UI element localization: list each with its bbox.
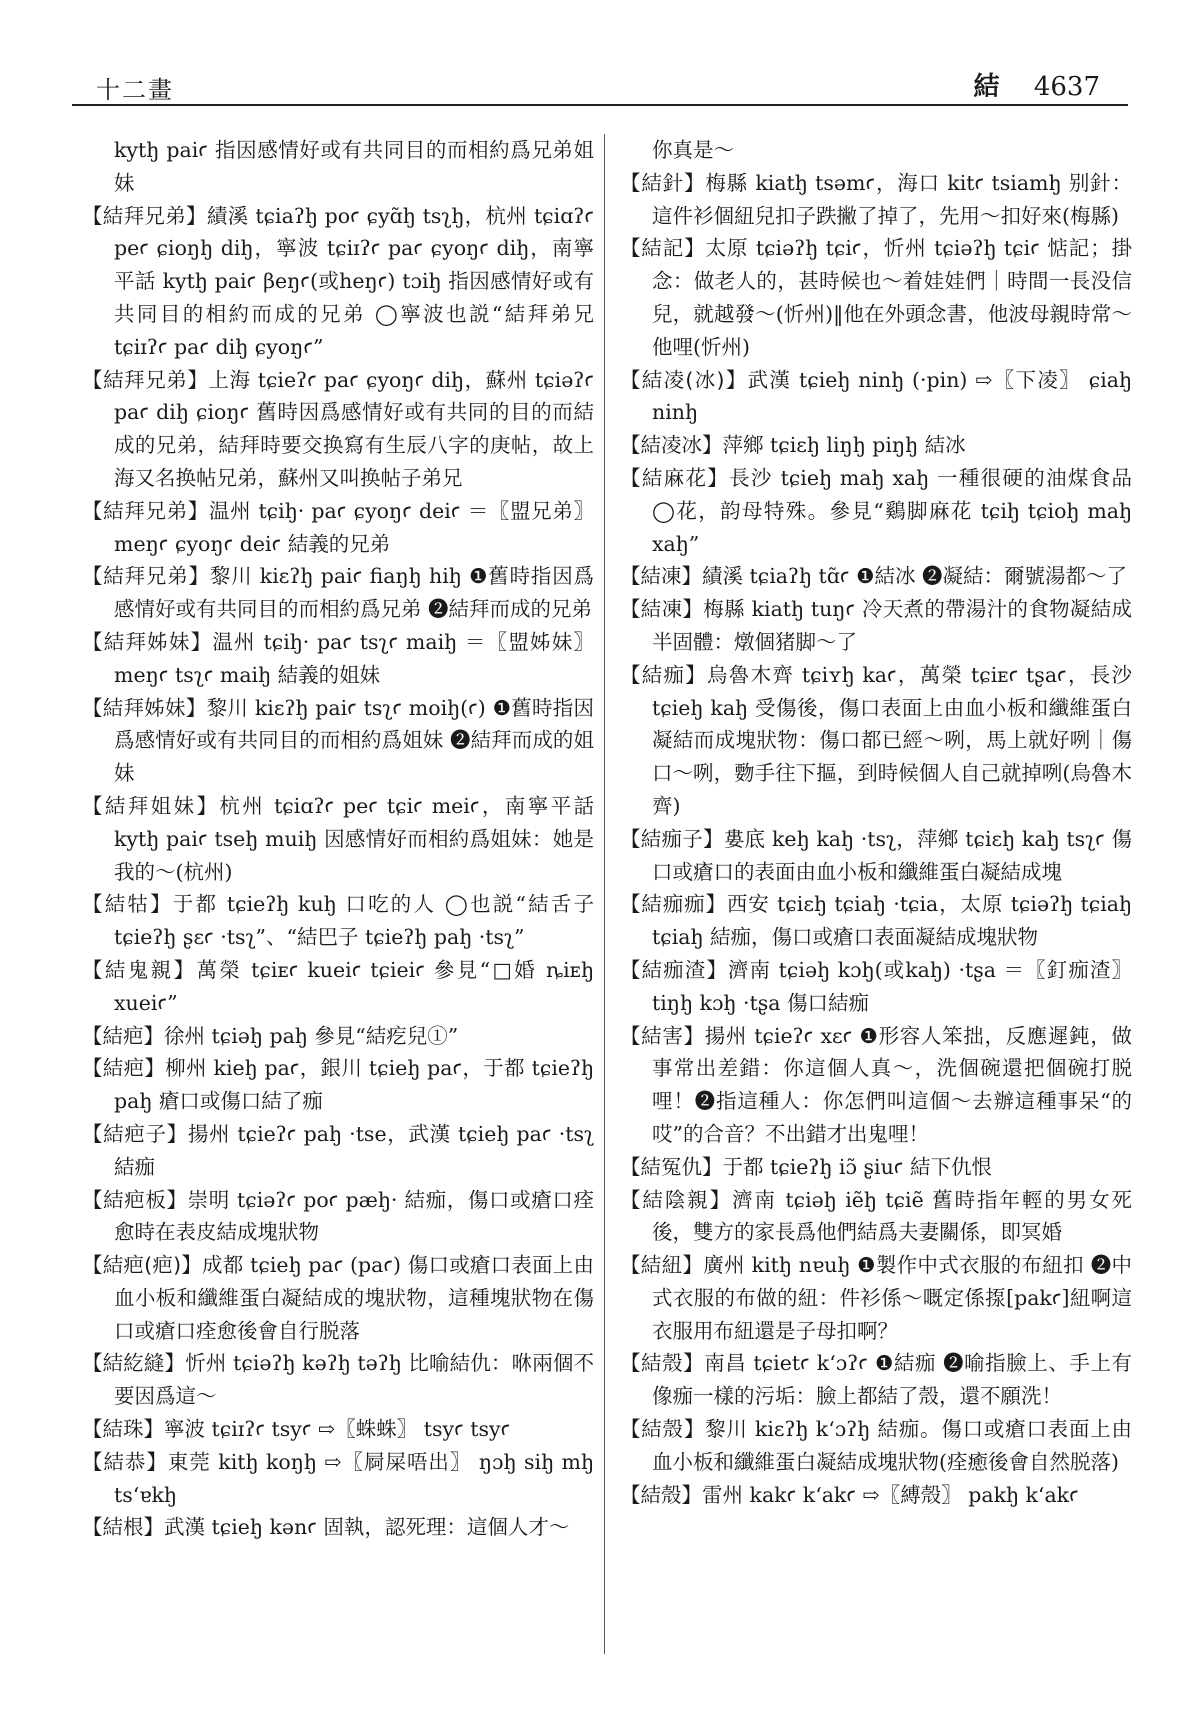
entry-definition: 温州 tɕiꜧ· paꜥ tsʅꜥ maiꜧ ＝〖盟姊妹〗 meŋꜥ tsʅꜥ maiꜧ 結義的姐妹 <box>114 629 594 687</box>
entry-headword: 【結根】 <box>82 1515 164 1540</box>
dictionary-entry <box>620 462 1132 560</box>
entry-headword: 【結陰親】 <box>620 1187 733 1212</box>
dictionary-entry <box>82 1249 594 1347</box>
dictionary-entry <box>620 134 1132 167</box>
dictionary-entry <box>620 560 1132 593</box>
entry-headword: 【結拜兄弟】 <box>82 367 209 392</box>
entry-headword: 【結冤仇】 <box>620 1154 723 1179</box>
dictionary-entry <box>82 134 594 200</box>
entry-definition: 黎川 kiɛʔꜧ paiꜥ fiaŋꜧ hiꜧ ❶舊時指因爲感情好或有共同目的而相約爲兄弟 ❷結拜而成的兄弟 <box>114 564 594 622</box>
two-column-body <box>82 134 1132 1654</box>
entry-definition: 廣州 kitꜧ nɐuꜧ ❶製作中式衣服的布紐扣 ❷中式衣服的布做的紐：件衫係～嘅定係揼[pakꜥ]紐啊這衣服用布紐還是子母扣啊？ <box>652 1253 1132 1343</box>
dictionary-entry <box>620 888 1132 954</box>
entry-headword: 【結紇縫】 <box>82 1351 186 1376</box>
entry-definition: 西安 tɕiɛꜧ tɕiaꜧ ·tɕia，太原 tɕiəʔꜧ tɕiaꜧ tɕiaꜧ 結痂，傷口或瘡口表面凝結成塊狀物 <box>652 892 1132 950</box>
entry-headword: 【結恭】 <box>82 1449 168 1474</box>
left-column <box>82 134 594 1654</box>
entry-definition: 績溪 tɕiaʔꜧ poꜥ ɕyɑ̃ꜧ tsʅꜧ，杭州 tɕiɑʔꜥ peꜥ ɕioŋꜧ diꜧ，寧波 tɕiɪʔꜥ paꜥ ɕyoŋꜥ diꜧ，南寧平話 kytꜧ paiꜥ βeŋꜥ(或heŋꜥ) tɔiꜧ 指因感情好或有共同目的相約而成的兄弟 ◯寧波也説“結拜弟兄 tɕiɪʔꜥ paꜥ diꜧ ɕyoŋꜥ” <box>114 203 594 359</box>
entry-definition: 揚州 tɕieʔꜥ xɛꜥ ❶形容人笨拙，反應遲鈍，做事常出差錯：你這個人真～，洗個碗還把個碗打脱哩！❷指這種人：你怎們叫這個～去辦這種事呆“的哎”的合音？不出錯才出鬼哩！ <box>652 1023 1132 1146</box>
dictionary-entry <box>620 1249 1132 1347</box>
page-heading <box>974 66 1100 103</box>
dictionary-entry <box>82 1052 594 1118</box>
dictionary-entry <box>620 1020 1132 1151</box>
entry-headword: 【結疤】 <box>82 1023 164 1048</box>
entry-definition: 梅縣 kiatꜧ tsəmꜥ，海口 kitꜥ tsiamꜧ 别針：這件衫個紐兒扣子跌撇了掉了，先用～扣好來(梅縣) <box>652 170 1132 228</box>
dictionary-entry <box>620 954 1132 1020</box>
entry-headword: 【結牯】 <box>82 892 173 917</box>
entry-definition: 你真是～ <box>652 138 734 162</box>
dictionary-entry <box>620 659 1132 823</box>
entry-headword: 【結拜兄弟】 <box>82 498 209 523</box>
dictionary-entry <box>82 1446 594 1512</box>
section-label: 十二畫 <box>96 76 174 104</box>
dictionary-entry <box>82 626 594 692</box>
entry-definition: 杭州 tɕiɑʔꜥ peꜥ tɕiꜥ meiꜥ，南寧平話 kytꜧ paiꜥ tseꜧ muiꜧ 因感情好而相約爲姐妹：她是我的～(杭州) <box>114 793 594 884</box>
dictionary-entry <box>82 200 594 364</box>
entry-definition: 徐州 tɕiəꜧ paꜧ 參見“結疙兒①” <box>164 1023 459 1048</box>
entry-headword: 【結凍】 <box>620 564 702 589</box>
entry-headword: 【結記】 <box>620 236 706 261</box>
entry-headword: 【結疤板】 <box>82 1187 188 1212</box>
dictionary-entry <box>82 364 594 495</box>
right-column <box>620 134 1132 1654</box>
dictionary-entry <box>620 232 1132 363</box>
entry-headword: 【結拜姊妹】 <box>82 629 213 654</box>
dictionary-entry <box>82 1184 594 1250</box>
entry-definition: 黎川 kiɛʔꜧ paiꜥ tsʅꜥ moiꜧ(ꜥ) ❶舊時指因爲感情好或有共同目的而相約爲姐妹 ❷結拜而成的姐妹 <box>114 695 594 786</box>
entry-definition: 于都 tɕieʔꜧ iɔ̃ ʂiuꜥ 結下仇恨 <box>722 1154 992 1179</box>
entry-headword: 【結痂】 <box>620 662 708 687</box>
entry-definition: 于都 tɕieʔꜧ kuꜧ 口吃的人 ◯也説“結舌子 tɕieʔꜧ ʂɛꜥ ·tsʅ”、“結巴子 tɕieʔꜧ paꜧ ·tsʅ” <box>114 892 594 950</box>
entry-headword: 【結殼】 <box>620 1351 705 1376</box>
dictionary-entry <box>82 1347 594 1413</box>
entry-definition: 黎川 kiɛʔꜧ kʻɔʔꜧ 結痂。傷口或瘡口表面上由血小板和纖維蛋白凝結成塊狀物(痊癒後會自然脱落) <box>652 1417 1132 1474</box>
entry-definition: 梅縣 kiatꜧ tuŋꜥ 冷天煮的帶湯汁的食物凝結成半固體：燉個猪脚～了 <box>652 597 1132 654</box>
entry-headword: 【結疤(疤)】 <box>82 1253 202 1278</box>
entry-headword: 【結痂渣】 <box>620 957 728 982</box>
dictionary-entry <box>82 692 594 790</box>
entry-definition: 萬榮 tɕiᴇꜥ kueiꜥ tɕieiꜥ 參見“□婚 ȵiᴇꜧ xueiꜥ” <box>114 957 594 1015</box>
entry-definition: 烏魯木齊 tɕiʏꜧ kaꜥ，萬榮 tɕiᴇꜥ tʂaꜥ，長沙 tɕieꜧ kaꜧ 受傷後，傷口表面上由血小板和纖維蛋白凝結而成塊狀物：傷口都已經～咧，馬上就好咧｜傷口～咧，覅手往下摳，到時候個人自己就掉咧(烏魯木齊) <box>652 662 1132 818</box>
entry-headword: 【結拜兄弟】 <box>82 203 207 228</box>
entry-definition: 温州 tɕiꜧ· paꜥ ɕyoŋꜥ deiꜥ ＝〖盟兄弟〗 meŋꜥ ɕyoŋꜥ deiꜥ 結義的兄弟 <box>114 498 594 556</box>
entry-headword: 【結拜兄弟】 <box>82 564 210 589</box>
entry-headword: 【結麻花】 <box>620 465 730 490</box>
entry-definition: 上海 tɕieʔꜥ paꜥ ɕyoŋꜥ diꜧ，蘇州 tɕiəʔꜥ paꜥ diꜧ ɕioŋꜥ 舊時因爲感情好或有共同的目的而結成的兄弟，結拜時要交换寫有生辰八字的庚帖，故上海又名换帖兄弟，蘇州又叫换帖子弟兄 <box>114 367 594 490</box>
dictionary-entry <box>620 1347 1132 1413</box>
entry-headword: 【結凍】 <box>620 597 704 622</box>
entry-headword: 【結鬼親】 <box>82 957 197 982</box>
entry-headword: 【結殼】 <box>620 1417 706 1442</box>
entry-definition: 南昌 tɕietꜥ kʻɔʔꜥ ❶結痂 ❷喻指臉上、手上有像痂一樣的污垢：臉上都結了殼，還不願洗！ <box>652 1351 1132 1409</box>
dictionary-entry <box>620 593 1132 659</box>
entry-definition: 揚州 tɕieʔꜥ paꜧ ·tse，武漢 tɕieꜧ paꜥ ·tsʅ 結痂 <box>114 1121 594 1179</box>
entry-definition: 柳州 kieꜧ paꜥ，銀川 tɕieꜧ paꜥ，于都 tɕieʔꜧ paꜧ 瘡口或傷口結了痂 <box>114 1056 594 1114</box>
entry-headword: 【結殼】 <box>620 1482 702 1507</box>
dictionary-entry <box>82 790 594 888</box>
dictionary-entry <box>620 1479 1132 1512</box>
entry-headword: 【結凌(冰)】 <box>620 367 748 392</box>
dictionary-entry <box>620 1151 1132 1184</box>
running-head <box>72 60 1128 106</box>
dictionary-entry <box>620 429 1132 462</box>
entry-definition: 萍鄉 tɕiɛꜧ liŋꜧ piŋꜧ 結冰 <box>722 433 966 458</box>
dictionary-entry <box>620 823 1132 889</box>
entry-definition: kytꜧ paiꜥ 指因感情好或有共同目的而相約爲兄弟姐妹 <box>114 138 594 195</box>
entry-definition: 婁底 keꜧ kaꜧ ·tsʅ，萍鄉 tɕiɛꜧ kaꜧ tsʅꜥ 傷口或瘡口的表面由血小板和纖維蛋白凝結成塊 <box>652 826 1132 884</box>
column-divider <box>604 134 605 1654</box>
entry-definition: 雷州 kakꜥ kʻakꜥ ⇨〖縛殼〗 pakꜧ kʻakꜥ <box>702 1482 1079 1507</box>
dictionary-entry <box>82 495 594 561</box>
entry-definition: 崇明 tɕiəʔꜥ poꜥ pæꜧ· 結痂，傷口或瘡口痊愈時在表皮結成塊狀物 <box>114 1187 594 1245</box>
entry-headword: 【結痂子】 <box>620 826 724 851</box>
dictionary-entry <box>82 1511 594 1544</box>
dictionary-entry <box>82 1020 594 1053</box>
dictionary-entry <box>620 1184 1132 1250</box>
head-character: 結 <box>973 72 1000 102</box>
entry-headword: 【結拜姐妹】 <box>82 793 220 818</box>
page-number: 4637 <box>1033 72 1100 102</box>
dictionary-entry <box>82 954 594 1020</box>
entry-definition: 績溪 tɕiaʔꜧ tɑ̃ꜥ ❶結冰 ❷凝結：爾號湯都～了 <box>702 564 1127 589</box>
entry-definition: 忻州 tɕiəʔꜧ kəʔꜧ təʔꜧ 比喻結仇：咻兩個不要因爲這～ <box>114 1351 594 1409</box>
entry-definition: 武漢 tɕieꜧ ninꜧ (·pin) ⇨〖下凌〗 ɕiaꜧ ninꜧ <box>652 367 1132 425</box>
entry-headword: 【結害】 <box>620 1023 705 1048</box>
entry-definition: 濟南 tɕiəꜧ kɔꜧ(或kaꜧ) ·tʂa ＝〖釘痂渣〗 tiŋꜧ kɔꜧ ·tʂa 傷口結痂 <box>652 957 1132 1015</box>
dictionary-entry <box>82 560 594 626</box>
entry-headword: 【結紐】 <box>620 1253 704 1278</box>
entry-headword: 【結凌冰】 <box>620 433 723 458</box>
dictionary-entry <box>620 1413 1132 1479</box>
entry-definition: 成都 tɕieꜧ paꜥ (paꜥ) 傷口或瘡口表面上由血小板和纖維蛋白凝結成的塊狀物，這種塊狀物在傷口或瘡口痊愈後會自行脱落 <box>114 1253 594 1343</box>
entry-definition: 太原 tɕiəʔꜧ tɕiꜥ，忻州 tɕiəʔꜧ tɕiꜥ 惦記；掛念：做老人的，甚時候也～着娃娃們｜時間一長没信兒，就越發～(忻州)‖他在外頭念書，他波母親時常～他哩(忻州) <box>652 236 1132 359</box>
entry-headword: 【結疤子】 <box>82 1121 188 1146</box>
entry-definition: 寧波 tɕiɪʔꜥ tsyꜥ ⇨〖蛛蛛〗 tsyꜥ tsyꜥ <box>164 1417 511 1442</box>
entry-headword: 【結拜姊妹】 <box>82 695 207 720</box>
dictionary-entry <box>620 364 1132 430</box>
entry-headword: 【結針】 <box>620 170 706 195</box>
entry-definition: 濟南 tɕiəꜧ iẽꜧ tɕiẽ 舊時指年輕的男女死後，雙方的家長爲他們結爲夫妻關係，即冥婚 <box>652 1187 1132 1245</box>
entry-headword: 【結痂痂】 <box>620 892 727 917</box>
dictionary-entry <box>82 1413 594 1446</box>
dictionary-entry <box>82 888 594 954</box>
entry-definition: 東莞 kitꜧ koŋꜧ ⇨〖屙屎唔出〗 ŋɔꜧ siꜧ mꜧ tsʻɐkꜧ <box>114 1449 594 1507</box>
entry-headword: 【結疤】 <box>82 1056 166 1081</box>
dictionary-entry <box>82 1118 594 1184</box>
dictionary-entry <box>620 167 1132 233</box>
entry-definition: 武漢 tɕieꜧ kənꜥ 固執，認死理：這個人才～ <box>164 1515 570 1540</box>
entry-definition: 長沙 tɕieꜧ maꜧ xaꜧ 一種很硬的油煤食品 ◯花，韵母特殊。參見“鷄脚麻花 tɕiꜧ tɕioꜧ maꜧ xaꜧ” <box>652 465 1132 556</box>
entry-headword: 【結珠】 <box>82 1417 164 1442</box>
